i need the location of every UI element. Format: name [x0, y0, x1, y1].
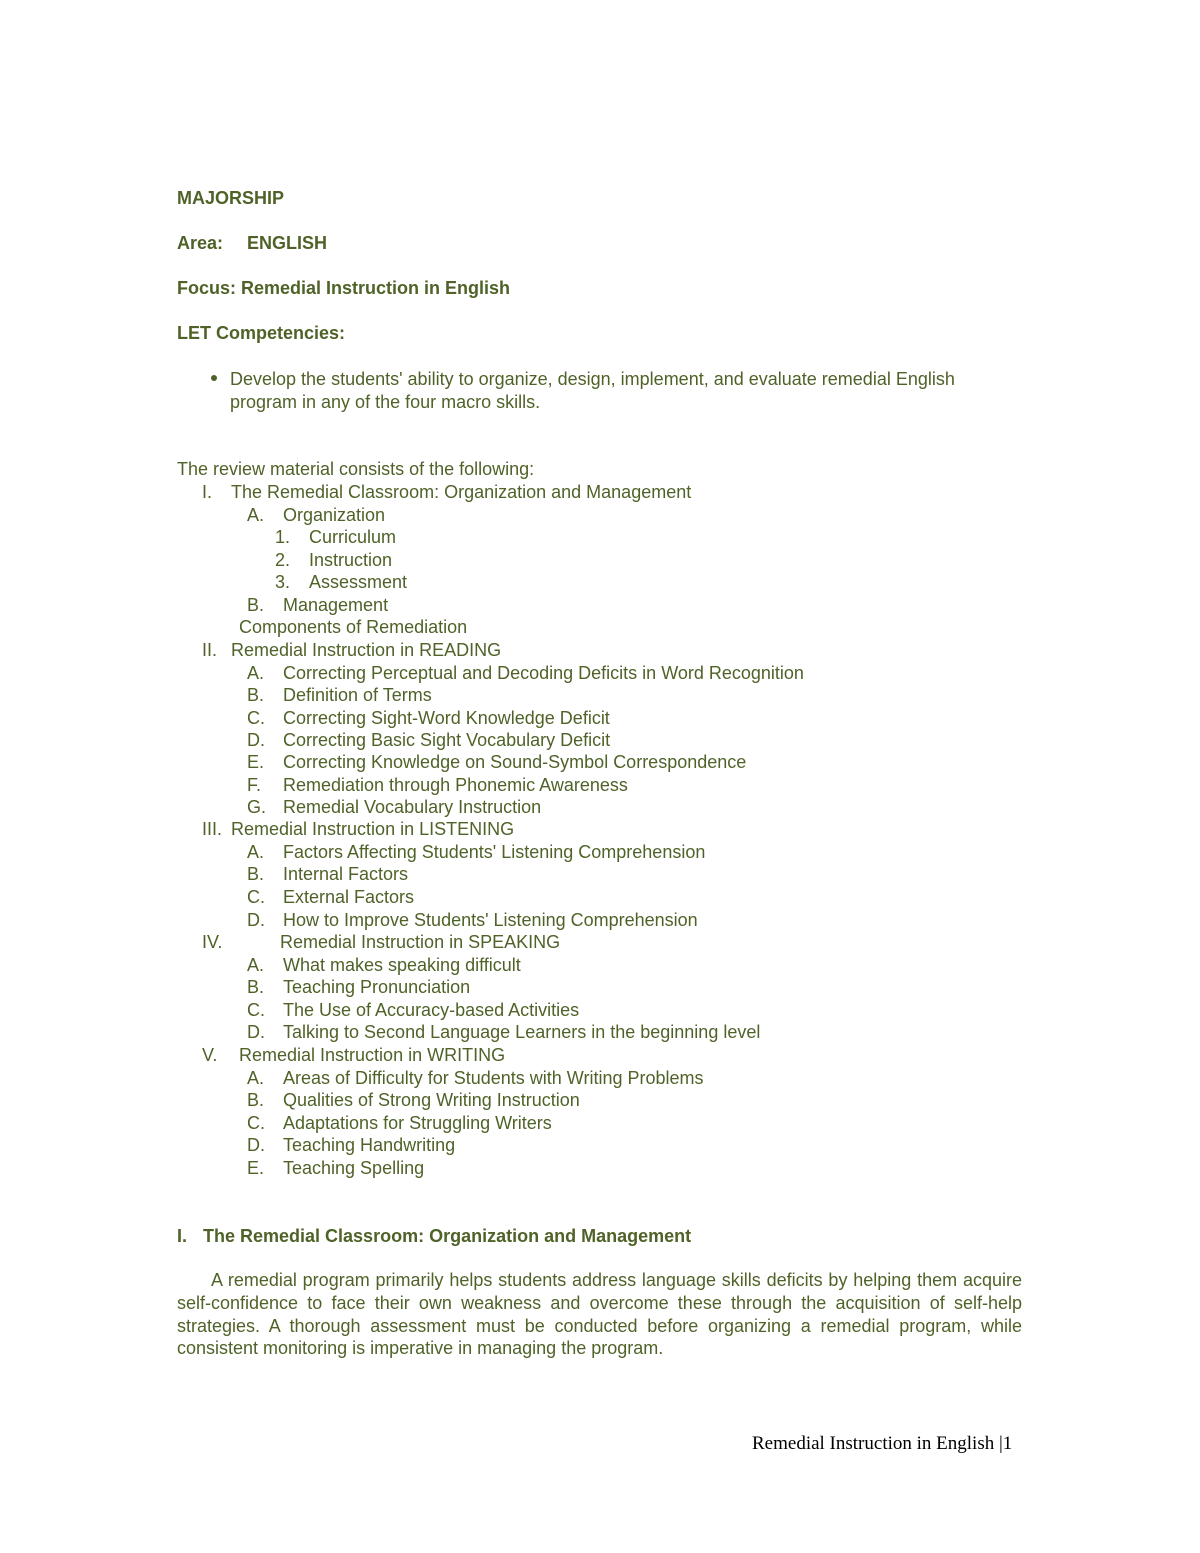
outline-item-marker: C. [247, 708, 265, 728]
outline-item: How to Improve Students' Listening Comprehension [283, 910, 698, 930]
outline-item: Correcting Perceptual and Decoding Deficits in Word Recognition [283, 663, 804, 683]
outline-subitem-marker: 2. [275, 550, 291, 570]
area-value: ENGLISH [247, 233, 328, 253]
outline-subitem: Instruction [309, 550, 393, 570]
outline-section-title: Remedial Instruction in SPEAKING [280, 932, 561, 952]
outline-item: Correcting Sight-Word Knowledge Deficit [283, 708, 610, 728]
outline-item-marker: G. [247, 797, 267, 817]
outline-section-marker: III. [202, 819, 223, 839]
outline-item: Correcting Basic Sight Vocabulary Deficit [283, 730, 611, 750]
outline-item-marker: B. [247, 595, 265, 615]
outline-item-marker: D. [247, 730, 265, 750]
outline-item-marker: B. [247, 1090, 265, 1110]
outline-subitem-marker: 3. [275, 572, 291, 592]
outline-item: Organization [283, 505, 386, 525]
outline-item-marker: B. [247, 864, 265, 884]
outline-item-marker: A. [247, 955, 265, 975]
outline-item-marker: B. [247, 977, 265, 997]
competency-line-2: program in any of the four macro skills. [230, 392, 541, 412]
outline-section-marker: I. [202, 482, 213, 502]
outline-item-marker: A. [247, 505, 265, 525]
outline-intro: The review material consists of the following: [177, 459, 535, 479]
competency-line-1: Develop the students' ability to organize, design, implement, and evaluate remedial English [230, 369, 955, 389]
outline-item-marker: B. [247, 685, 265, 705]
outline-section-marker: II. [202, 640, 218, 660]
outline-item-marker: D. [247, 1022, 265, 1042]
outline-section-title: Remedial Instruction in WRITING [239, 1045, 506, 1065]
outline-section-title: Remedial Instruction in READING [231, 640, 502, 660]
outline-item-marker: D. [247, 910, 265, 930]
area-label: Area: [177, 233, 224, 253]
outline-section-marker: V. [202, 1045, 218, 1065]
section-heading-marker: I. [177, 1226, 188, 1246]
outline-item-marker: C. [247, 887, 265, 907]
outline-item-marker: E. [247, 1158, 265, 1178]
section-heading-title: The Remedial Classroom: Organization and Management [203, 1226, 692, 1246]
outline-item: Internal Factors [283, 864, 409, 884]
outline-item-marker: A. [247, 842, 265, 862]
outline-item-marker: A. [247, 663, 265, 683]
outline-item: Management [283, 595, 389, 615]
outline-item-marker: F. [247, 775, 262, 795]
outline-item-marker: C. [247, 1000, 265, 1020]
outline-item-marker: A. [247, 1068, 265, 1088]
focus-line: Focus: Remedial Instruction in English [177, 278, 511, 298]
outline-section-title: Remedial Instruction in LISTENING [231, 819, 515, 839]
outline-subitem: Assessment [309, 572, 408, 592]
outline-item-marker: D. [247, 1135, 265, 1155]
outline-item: Qualities of Strong Writing Instruction [283, 1090, 580, 1110]
outline-item: Teaching Pronunciation [283, 977, 471, 997]
outline-item: What makes speaking difficult [283, 955, 521, 975]
outline-subitem-marker: 1. [275, 527, 291, 547]
outline-item: External Factors [283, 887, 415, 907]
outline-item: Remedial Vocabulary Instruction [283, 797, 542, 817]
outline-item: Factors Affecting Students' Listening Comprehension [283, 842, 706, 862]
outline-item: Teaching Spelling [283, 1158, 425, 1178]
outline-item-marker: E. [247, 752, 265, 772]
majorship-label: MAJORSHIP [177, 188, 285, 208]
body-paragraph: A remedial program primarily helps students address language skills deficits by helping them acquire self-confidence to face their own weakness and overcome these through the acquisition of self-help strategies. A thorough assessment must be conducted before organizing a remedial program, while consistent monitoring is imperative in managing the program. [177, 1270, 1022, 1359]
bullet-dot-icon [211, 375, 217, 381]
outline-section-title: The Remedial Classroom: Organization and Management [231, 482, 692, 502]
competencies-label: LET Competencies: [177, 323, 346, 343]
outline-section-marker: IV. [202, 932, 223, 952]
outline-extra-line: Components of Remediation [239, 617, 468, 637]
outline-item: Correcting Knowledge on Sound-Symbol Correspondence [283, 752, 747, 772]
outline-item: Adaptations for Struggling Writers [283, 1113, 552, 1133]
outline-item: The Use of Accuracy-based Activities [283, 1000, 580, 1020]
page-footer: Remedial Instruction in English |1 [752, 1433, 1013, 1454]
outline-item: Talking to Second Language Learners in the beginning level [283, 1022, 761, 1042]
outline-item: Teaching Handwriting [283, 1135, 456, 1155]
outline-item: Areas of Difficulty for Students with Writing Problems [283, 1068, 704, 1088]
outline-item: Definition of Terms [283, 685, 432, 705]
outline-item-marker: C. [247, 1113, 265, 1133]
outline-item: Remediation through Phonemic Awareness [283, 775, 628, 795]
outline-subitem: Curriculum [309, 527, 397, 547]
